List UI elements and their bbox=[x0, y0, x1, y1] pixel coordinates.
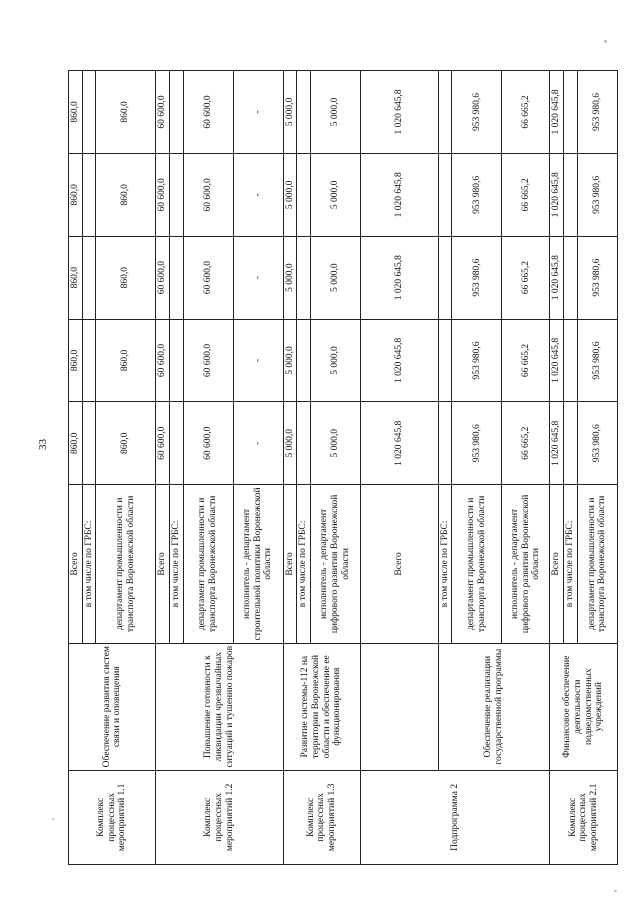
value-cell bbox=[169, 71, 183, 154]
value-cell bbox=[564, 236, 578, 319]
row-label-cell: департамент промышленности и транспорта Воронежской области bbox=[96, 485, 156, 644]
block-description-cell: Обеспечение реализации государственной программы bbox=[438, 643, 550, 770]
row-label-cell: департамент промышленности и транспорта Воронежской области bbox=[452, 485, 502, 644]
value-cell: 1 020 645,8 bbox=[360, 319, 438, 402]
value-cell: 1 020 645,8 bbox=[360, 236, 438, 319]
value-cell bbox=[82, 71, 96, 154]
value-cell: 953 980,6 bbox=[452, 402, 502, 485]
row-label-cell: в том числе по ГРБС: bbox=[82, 485, 96, 644]
value-cell: 1 020 645,8 bbox=[360, 402, 438, 485]
value-cell: 5 000,0 bbox=[283, 402, 297, 485]
table-row bbox=[283, 71, 297, 865]
budget-table-body bbox=[69, 71, 618, 865]
value-cell: 5 000,0 bbox=[310, 71, 360, 154]
value-cell: 1 020 645,8 bbox=[550, 153, 564, 236]
value-cell: 1 020 645,8 bbox=[550, 402, 564, 485]
row-label-cell: Всего bbox=[550, 485, 564, 644]
value-cell bbox=[82, 319, 96, 402]
value-cell: 5 000,0 bbox=[283, 236, 297, 319]
block-description-cell: Финансовое обеспечение деятельности подведомственных учреждений bbox=[550, 643, 617, 770]
value-cell: 860,0 bbox=[96, 402, 156, 485]
value-cell bbox=[82, 402, 96, 485]
value-cell bbox=[297, 319, 311, 402]
value-cell: 953 980,6 bbox=[452, 71, 502, 154]
row-label-cell: департамент промышленности и транспорта Воронежской области bbox=[183, 485, 233, 644]
value-cell: 1 020 645,8 bbox=[360, 153, 438, 236]
value-cell: 60 600,0 bbox=[183, 319, 233, 402]
value-cell: 1 020 645,8 bbox=[550, 236, 564, 319]
scan-speck bbox=[604, 40, 607, 43]
row-label-cell: Всего bbox=[69, 485, 83, 644]
value-cell bbox=[169, 319, 183, 402]
value-cell: 66 665,2 bbox=[502, 153, 550, 236]
value-cell bbox=[438, 319, 452, 402]
value-cell: 1 020 645,8 bbox=[360, 71, 438, 154]
value-cell: 953 980,6 bbox=[577, 71, 617, 154]
value-cell: 953 980,6 bbox=[452, 236, 502, 319]
row-label-cell: в том числе по ГРБС: bbox=[169, 485, 183, 644]
row-label-cell: в том числе по ГРБС: bbox=[564, 485, 578, 644]
value-cell: 60 600,0 bbox=[183, 153, 233, 236]
page-number: 33 bbox=[37, 439, 49, 450]
row-label-cell: Всего bbox=[156, 485, 170, 644]
value-cell: 860,0 bbox=[96, 71, 156, 154]
value-cell: 60 600,0 bbox=[156, 402, 170, 485]
value-cell: - bbox=[233, 153, 283, 236]
block-name-cell: Комплекс процессных мероприятий 2.1 bbox=[550, 770, 617, 864]
value-cell: 5 000,0 bbox=[310, 319, 360, 402]
row-label-cell: исполнитель - департамент цифрового развития Воронежской области bbox=[310, 485, 360, 644]
value-cell bbox=[297, 71, 311, 154]
block-description-cell: Обеспечение развития систем связи и оповещения bbox=[69, 643, 156, 770]
value-cell: 1 020 645,8 bbox=[550, 71, 564, 154]
value-cell: 860,0 bbox=[96, 319, 156, 402]
value-cell: 60 600,0 bbox=[156, 236, 170, 319]
value-cell: 5 000,0 bbox=[310, 236, 360, 319]
value-cell: 860,0 bbox=[69, 236, 83, 319]
value-cell: 953 980,6 bbox=[577, 236, 617, 319]
value-cell: - bbox=[233, 71, 283, 154]
row-label-cell: Всего bbox=[283, 485, 297, 644]
value-cell bbox=[564, 71, 578, 154]
table-row bbox=[69, 71, 83, 865]
rotated-table-wrapper bbox=[68, 70, 608, 865]
value-cell bbox=[438, 236, 452, 319]
block-description-spacer bbox=[360, 643, 438, 770]
row-label-cell: в том числе по ГРБС: bbox=[438, 485, 452, 644]
value-cell: - bbox=[233, 402, 283, 485]
value-cell: 60 600,0 bbox=[156, 153, 170, 236]
budget-table bbox=[68, 70, 618, 865]
value-cell bbox=[169, 153, 183, 236]
table-row bbox=[360, 71, 438, 865]
block-name-cell: Подпрограмма 2 bbox=[360, 770, 550, 864]
value-cell: 60 600,0 bbox=[183, 402, 233, 485]
value-cell bbox=[297, 402, 311, 485]
value-cell bbox=[297, 236, 311, 319]
value-cell: 860,0 bbox=[69, 153, 83, 236]
value-cell: 860,0 bbox=[69, 71, 83, 154]
row-label-cell: исполнитель - департамент цифрового развития Воронежской области bbox=[502, 485, 550, 644]
row-label-cell: исполнитель - департамент строительной политики Воронежской области bbox=[233, 485, 283, 644]
block-name-cell: Комплекс процессных мероприятий 1.2 bbox=[156, 770, 283, 864]
value-cell bbox=[169, 402, 183, 485]
value-cell: 66 665,2 bbox=[502, 236, 550, 319]
block-name-cell: Комплекс процессных мероприятий 1.3 bbox=[283, 770, 360, 864]
scan-speck bbox=[52, 818, 54, 820]
value-cell: 5 000,0 bbox=[283, 319, 297, 402]
value-cell: 860,0 bbox=[96, 236, 156, 319]
value-cell: 5 000,0 bbox=[310, 402, 360, 485]
value-cell bbox=[564, 402, 578, 485]
value-cell bbox=[169, 236, 183, 319]
value-cell: 66 665,2 bbox=[502, 71, 550, 154]
value-cell: 860,0 bbox=[69, 402, 83, 485]
value-cell bbox=[438, 153, 452, 236]
value-cell: 1 020 645,8 bbox=[550, 319, 564, 402]
value-cell: 953 980,6 bbox=[577, 319, 617, 402]
value-cell: 860,0 bbox=[69, 319, 83, 402]
value-cell: 5 000,0 bbox=[283, 153, 297, 236]
scan-speck bbox=[614, 890, 617, 892]
value-cell bbox=[297, 153, 311, 236]
value-cell: 60 600,0 bbox=[156, 71, 170, 154]
value-cell bbox=[564, 153, 578, 236]
value-cell bbox=[438, 402, 452, 485]
value-cell bbox=[438, 71, 452, 154]
table-row bbox=[550, 71, 564, 865]
value-cell: 60 600,0 bbox=[183, 236, 233, 319]
row-label-cell: Всего bbox=[360, 485, 438, 644]
value-cell: 953 980,6 bbox=[577, 153, 617, 236]
value-cell: 5 000,0 bbox=[283, 71, 297, 154]
value-cell bbox=[82, 236, 96, 319]
value-cell: 66 665,2 bbox=[502, 319, 550, 402]
value-cell: 953 980,6 bbox=[452, 319, 502, 402]
block-name-cell: Комплекс процессных мероприятий 1.1 bbox=[69, 770, 156, 864]
value-cell bbox=[564, 319, 578, 402]
value-cell: 60 600,0 bbox=[183, 71, 233, 154]
block-description-cell: Развитие системы-112 на территории Воронежской области и обеспечение ее функционирования bbox=[283, 643, 360, 770]
value-cell: 953 980,6 bbox=[577, 402, 617, 485]
table-row bbox=[156, 71, 170, 865]
block-description-cell: Повышение готовности к ликвидации чрезвычайных ситуаций и тушению пожаров bbox=[156, 643, 283, 770]
value-cell: 66 665,2 bbox=[502, 402, 550, 485]
value-cell: 5 000,0 bbox=[310, 153, 360, 236]
value-cell: 860,0 bbox=[96, 153, 156, 236]
row-label-cell: департамент промышленности и транспорта Воронежской области bbox=[577, 485, 617, 644]
row-label-cell: в том числе по ГРБС: bbox=[297, 485, 311, 644]
value-cell bbox=[82, 153, 96, 236]
value-cell: - bbox=[233, 236, 283, 319]
value-cell: 953 980,6 bbox=[452, 153, 502, 236]
value-cell: 60 600,0 bbox=[156, 319, 170, 402]
table-row bbox=[438, 71, 452, 865]
value-cell: - bbox=[233, 319, 283, 402]
